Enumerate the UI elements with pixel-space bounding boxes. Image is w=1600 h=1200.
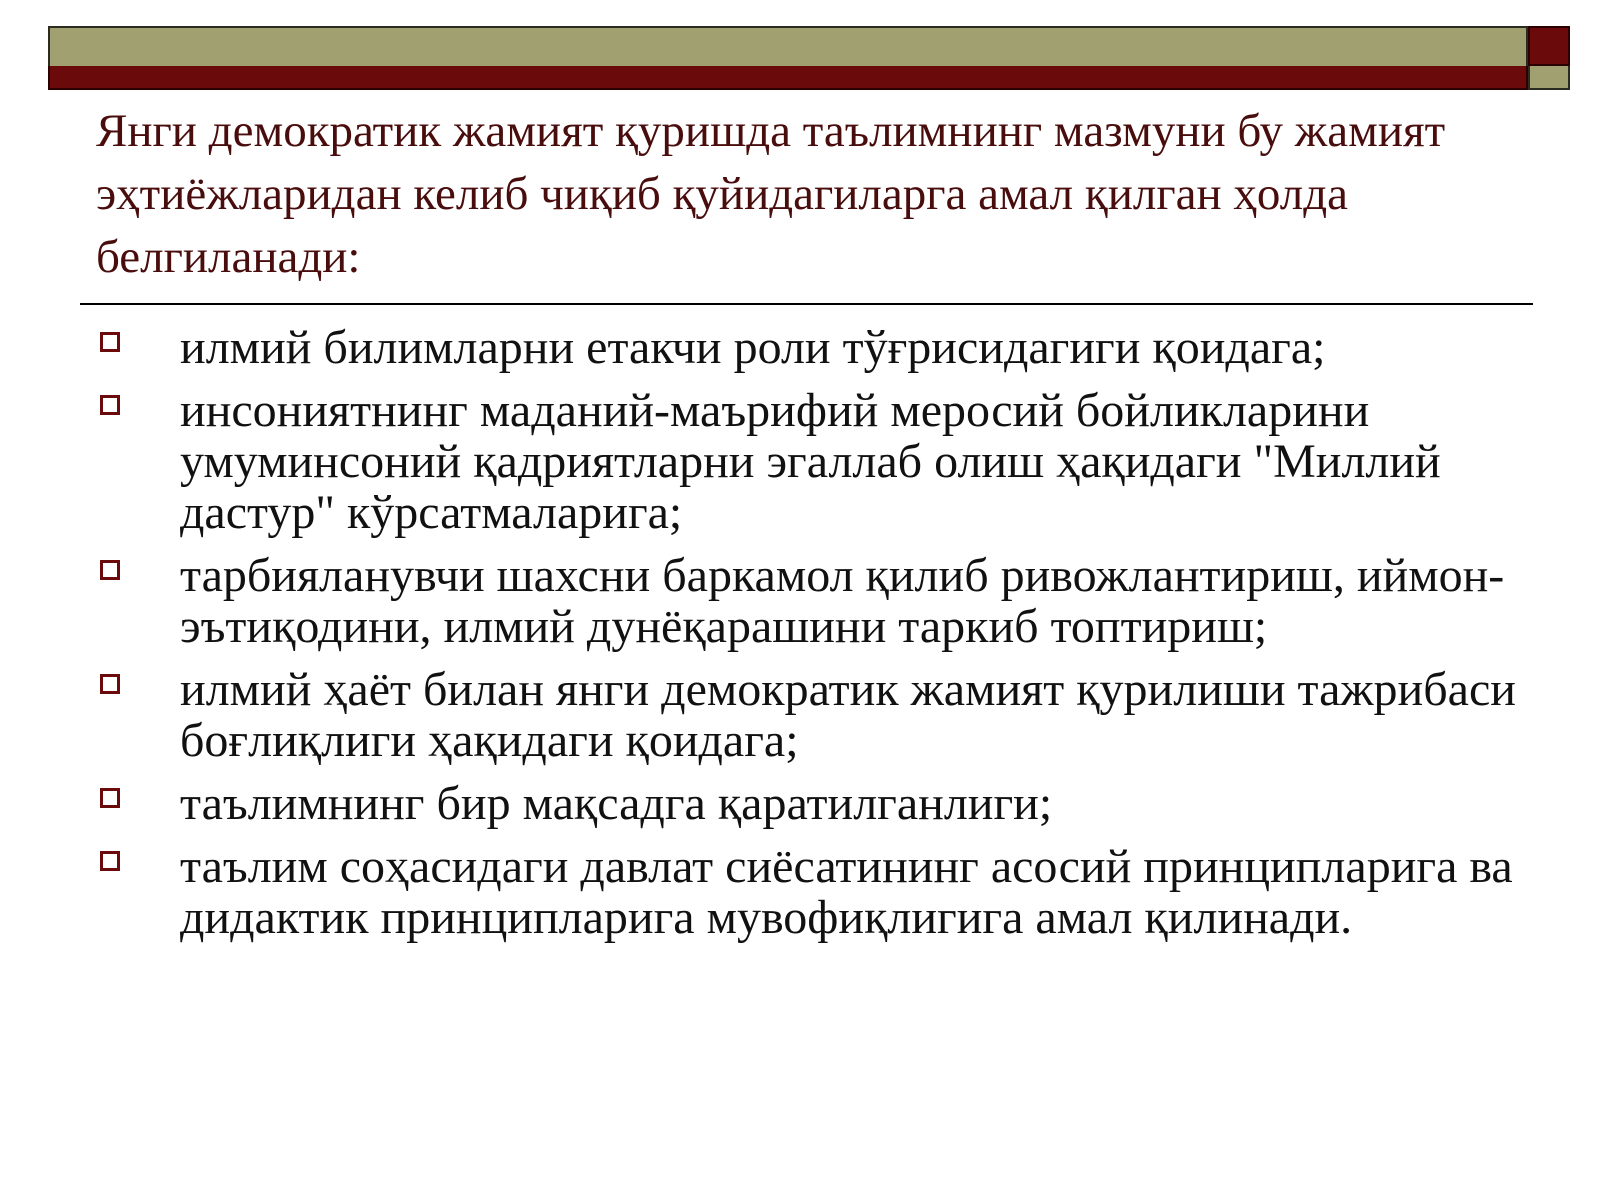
- list-item: [96, 322, 1576, 373]
- header-band-red: [48, 66, 1528, 90]
- bullet-list: [96, 322, 1576, 955]
- hollow-square-icon: [100, 674, 120, 694]
- list-item: [96, 385, 1576, 538]
- list-item: [96, 664, 1576, 766]
- list-item-text: инсониятнинг маданий-маърифий меросий бойликларини умуминсоний қадриятларни эгаллаб олиш ҳақидаги "Миллий дастур" кўрсатмаларига;: [180, 384, 1441, 539]
- hollow-square-icon: [100, 788, 120, 808]
- list-item-text: илмий ҳаёт билан янги демократик жамият қурилиши тажрибаси боғлиқлиги ҳақидаги қоидага;: [180, 663, 1516, 767]
- hollow-square-icon: [100, 560, 120, 580]
- header-corner-olive: [1528, 66, 1570, 90]
- list-item-text: таълимнинг бир мақсадга қаратилганлиги;: [180, 777, 1053, 830]
- title-divider: [80, 303, 1533, 305]
- header-corner-red: [1528, 26, 1570, 66]
- list-item-text: таълим соҳасидаги давлат сиёсатининг асосий принципларига ва дидактик принципларига мувофиқлигига амал қилинади.: [180, 840, 1513, 944]
- list-item: [96, 841, 1576, 943]
- slide-title: Янги демократик жамият қуришда таълимнинг мазмуни бу жамият эҳтиёжларидан келиб чиқиб қуйидагиларга амал қилган ҳолда белгиланади:: [96, 105, 1446, 283]
- list-item: [96, 550, 1576, 652]
- list-item-text: тарбияланувчи шахсни баркамол қилиб ривожлантириш, иймон-эътиқодини, илмий дунёқарашини таркиб топтириш;: [180, 549, 1505, 653]
- hollow-square-icon: [100, 851, 120, 871]
- hollow-square-icon: [100, 395, 120, 415]
- list-item-text: илмий билимларни етакчи роли тўғрисидагиги қоидага;: [180, 321, 1326, 374]
- header-band-olive: [48, 26, 1528, 66]
- hollow-square-icon: [100, 332, 120, 352]
- list-item: [96, 778, 1576, 829]
